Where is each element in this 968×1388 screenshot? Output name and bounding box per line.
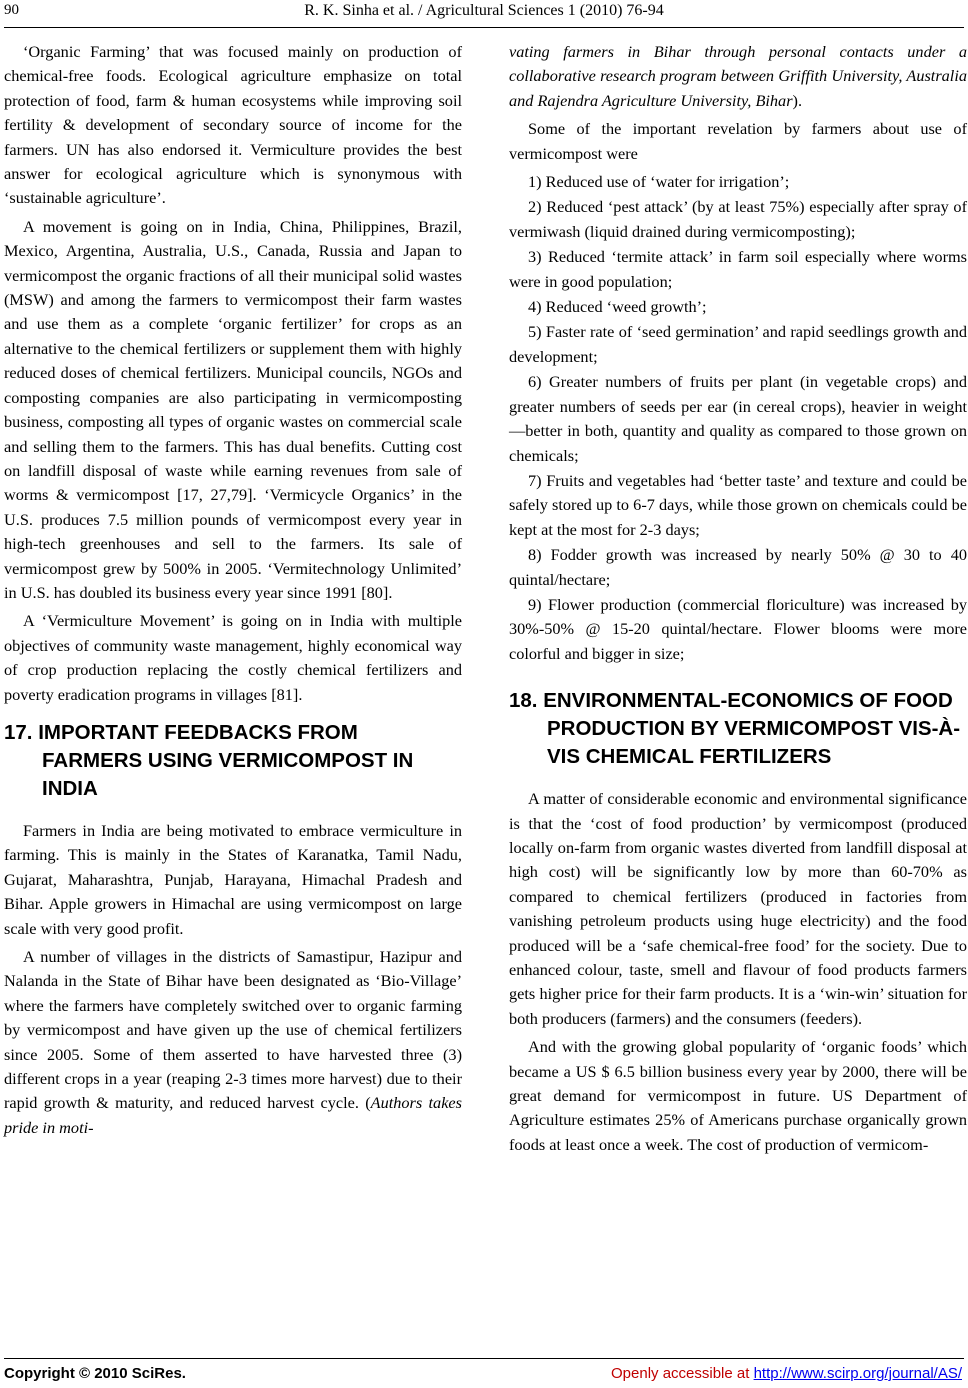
paragraph-cost-of-production: A matter of considerable economic and environmental significance is that the ‘cost of food production’ by vermicompost (produced locally on-farm from organic wastes diverted from landfill disposal at high cost) will be significantly low by more than 60-70% as compared to chemical fertilizers (produced in factories from vanishing petroleum products using huge electricity) and the food produced will be a ‘safe chemical-free food’ for the society. Due to enhanced colour, taste, smell and flavour of food products farmers gets higher price for their farm products. It is a ‘win-win’ situation for both producers (farmers) and the consumers (feeders).	[509, 789, 967, 1028]
running-head: R. K. Sinha et al. / Agricultural Sciences 1 (2010) 76-94	[304, 2, 664, 19]
feedback-item-8: 8) Fodder growth was increased by nearly 50% @ 30 to 40 quintal/hectare;	[509, 545, 967, 589]
paragraph-movement: A movement is going on in India, China, Philippines, Brazil, Mexico, Argentina, Australia, U.S., Canada, Russia and Japan to vermicompost the organic fractions of all their municipal solid wastes (MSW) and among the farmers to vermicompost their farm wastes and use them as a complete ‘organic fertilizer’ for crops as an alternative to the chemical fertilizers or supplement them with highly reduced doses of chemical fertilizers. Municipal councils, NGOs and composting companies are also participating in vermicomposting business, composting all types of organic wastes on commercial scale and selling them to the farmers. This has dual benefits. Cutting cost on landfill disposal of waste while earning revenues from sale of worms & vermicompost [17, 27,79]. ‘Vermicycle Organics’ in the U.S. produces 7.5 million pounds of vermicompost every year in high-tech greenhouses and sell to the farmers. Its sale of vermicompost grew by 500% in 2005. ‘Vermitechnology Unlimited’ in U.S. has doubled its business every year since 1991 [80].	[4, 216, 462, 602]
paragraph-organic-farming: ‘Organic Farming’ that was focused mainly on production of chemical-free foods. Ecological agriculture emphasize on total protection of food, farm & human ecosystems while improving soil fertility & development of secondary source of income for the farmers. UN has also endorsed it. Vermiculture provides the best answer for ecological agriculture which is synonymous with ‘sustainable agriculture’.	[4, 42, 462, 208]
paragraph-bio-village	[4, 945, 462, 1140]
paragraph-vermiculture-movement: A ‘Vermiculture Movement’ is going on in India with multiple objectives of community waste management, highly economical way of crop production replacing the costly chemical fertilizers and poverty eradication programs in villages [81].	[4, 611, 462, 704]
left-column	[4, 40, 462, 1144]
journal-url-link[interactable]: http://www.scirp.org/journal/AS/	[753, 1365, 962, 1382]
bio-village-text: A number of villages in the districts of Samastipur, Hazipur and Nalanda in the State of Bihar have been designated as ‘Bio-Village’ where the farmers have completely switched over to organic farming by vermicompost and have given up the use of chemical fertilizers since 2005. Some of them asserted to have harvested three (3) different crops in a year (reaping 2-3 times more harvest) due to their rapid growth & maturity, and reduced harvest cycle. (	[4, 947, 462, 1113]
continuation-italic-text: vating farmers in Bihar through personal contacts under a collaborative research program between Griffith University, Australia and Rajendra Agriculture University, Bihar	[509, 42, 967, 110]
feedback-item-3: 3) Reduced ‘termite attack’ in farm soil especially where worms were in good population;	[509, 247, 967, 291]
open-access-notice	[611, 1365, 962, 1382]
feedback-item-5: 5) Faster rate of ‘seed germination’ and rapid seedlings growth and development;	[509, 322, 967, 366]
feedback-item-6: 6) Greater numbers of fruits per plant (in vegetable crops) and greater numbers of seeds per ear (in cereal crops), heavier in weight—better in both, quantity and quality as compared to those grown on chemicals;	[509, 372, 967, 465]
paragraph-organic-foods: And with the growing global popularity of ‘organic foods’ which became a US $ 6.5 billion business every year by 2000, there will be great demand for vermicompost in future. US Department of Agriculture estimates 25% of Americans purchase organically grown foods at least once a week. The cost of production of vermicom-	[509, 1037, 967, 1154]
feedback-item-1: 1) Reduced use of ‘water for irrigation’;	[528, 172, 790, 192]
feedback-item-7: 7) Fruits and vegetables had ‘better taste’ and texture and could be safely stored up to 6-7 days, while those grown on chemicals could be kept at the most for 2-3 days;	[509, 470, 967, 539]
feedback-item-9: 9) Flower production (commercial floriculture) was increased by 30%-50% @ 15-20 quintal/hectare. Flower blooms were more colorful and bigger in size;	[509, 594, 967, 663]
bio-village-italic-text: Authors takes pride in moti-	[4, 1093, 462, 1137]
footer-rule	[4, 1358, 964, 1359]
open-access-label: Openly accessible at	[611, 1365, 754, 1382]
continuation-tail: ).	[792, 90, 803, 110]
paragraph-revelation-intro: Some of the important revelation by farmers about use of vermicompost were	[509, 119, 967, 163]
copyright-notice: Copyright © 2010 SciRes.	[4, 1365, 186, 1382]
paragraph-farmers-india: Farmers in India are being motivated to embrace vermiculture in farming. This is mainly in the States of Karanatka, Tamil Nadu, Gujarat, Maharashtra, Punjab, Harayana, Himachal Pradesh and Bihar. Apple growers in Himachal are using vermicompost on large scale with very good profit.	[4, 820, 462, 938]
section-17-heading: 17. IMPORTANT FEEDBACKS FROM FARMERS USING VERMICOMPOST IN INDIA	[4, 720, 414, 800]
page-number: 90	[4, 2, 19, 18]
header-rule	[4, 27, 964, 28]
section-18-heading: 18. ENVIRONMENTAL-ECONOMICS OF FOOD PRODUCTION BY VERMICOMPOST VIS-À-VIS CHEMICAL FERTILIZERS	[509, 689, 961, 769]
paragraph-continuation	[509, 40, 967, 113]
feedback-item-4: 4) Reduced ‘weed growth’;	[528, 297, 707, 317]
feedback-item-2: 2) Reduced ‘pest attack’ (by at least 75%) especially after spray of vermiwash (liquid drained during vermicomposting);	[509, 197, 967, 241]
right-column	[509, 40, 967, 1161]
